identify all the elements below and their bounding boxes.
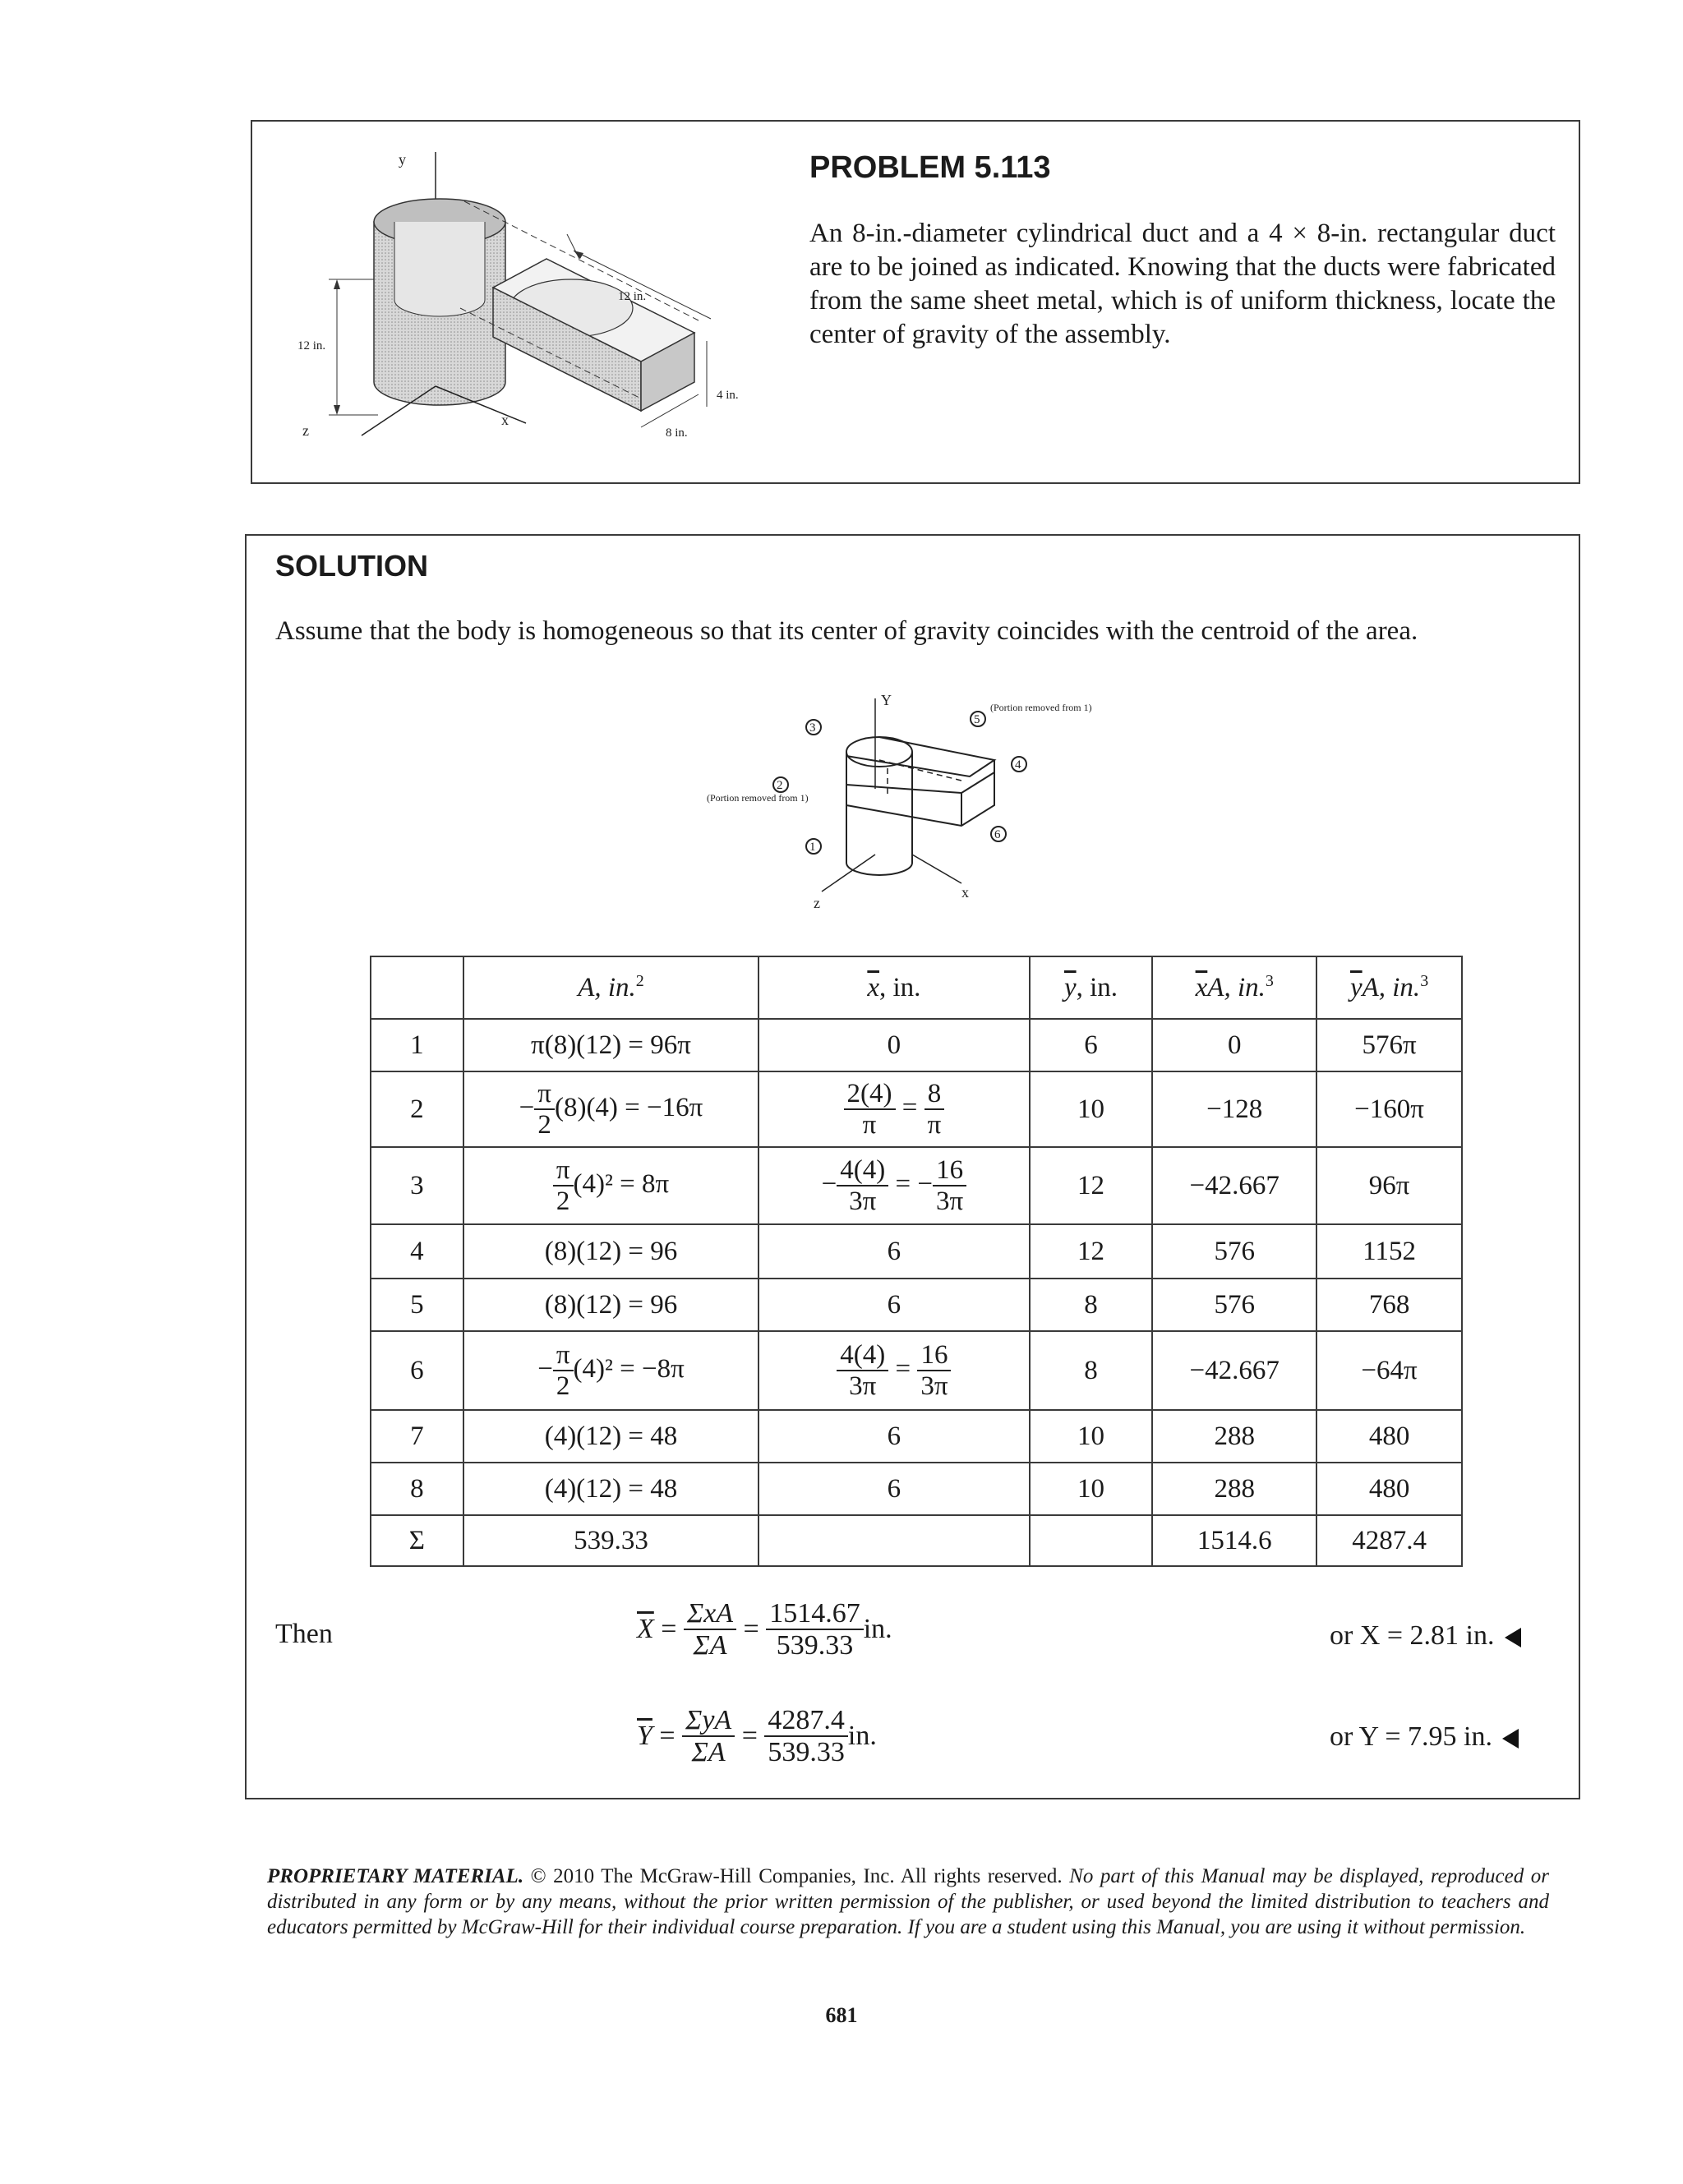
- table-row: 5 (8)(12) = 96 6 8 576 768: [371, 1279, 1462, 1331]
- y-bar-equation: $\overline{Y}$ = $\frac{\text{ΣyA}}{\Sigma A}$ = $\frac{4287.4}{539.33}$ in.: [637, 1705, 877, 1768]
- fig-height-label: 12 in.: [297, 339, 326, 352]
- problem-title: PROBLEM 5.113: [809, 150, 1051, 185]
- table-row: 3 $\frac{\pi}{2}$ (4)² = 8π − $\frac{4(4)}{3\pi}$ = − $\frac{16}{3\pi}$ 12 −42.667 96π: [371, 1147, 1462, 1224]
- table-row: 2 − $\frac{\pi}{2}$ (8)(4) = −16π $\frac{2(4)}{\pi}$ = $\frac{8}{\pi}$ 10 −128 −160π: [371, 1071, 1462, 1147]
- header-ya: $\overline{y}A$, in.$^3$: [1316, 956, 1462, 1019]
- x-bar-answer: or X = 2.81 in.: [1330, 1620, 1521, 1652]
- fig-x-label: x: [501, 412, 509, 428]
- table-row: 1 π(8)(12) = 96π 0 6 0 576π: [371, 1019, 1462, 1071]
- fig-y-label: y: [399, 151, 406, 168]
- table-row: 8 (4)(12) = 48 6 10 288 480: [371, 1463, 1462, 1515]
- header-ybar: $\overline{y}$, in.: [1030, 956, 1153, 1019]
- then-label: Then: [275, 1619, 333, 1649]
- table-row: 7 (4)(12) = 48 6 10 288 480: [371, 1410, 1462, 1463]
- fig-length-label: 12 in.: [618, 290, 647, 303]
- sol-fig-n1: 1: [809, 841, 816, 854]
- header-xbar: $\overline{x}$, in.: [759, 956, 1029, 1019]
- sol-fig-note-left: (Portion removed from 1): [707, 792, 809, 804]
- y-bar-answer: or Y = 7.95 in.: [1330, 1721, 1519, 1753]
- answer-marker-icon: [1505, 1628, 1521, 1647]
- page-number: 681: [825, 2003, 858, 2027]
- solution-title: SOLUTION: [275, 549, 428, 583]
- fig-4in-label: 4 in.: [717, 389, 739, 402]
- sol-fig-n6: 6: [994, 828, 1001, 841]
- fig-z-label: z: [302, 422, 309, 439]
- sol-fig-x: x: [961, 884, 969, 901]
- header-area: A, in.$^2$: [463, 956, 759, 1019]
- sol-fig-y: Y: [881, 692, 892, 708]
- table-row: 4 (8)(12) = 96 6 12 576 1152: [371, 1224, 1462, 1279]
- header-xa: $\overline{x}A$, in.$^3$: [1152, 956, 1316, 1019]
- header-blank: [371, 956, 463, 1019]
- table-sum-row: Σ 539.33 1514.6 4287.4: [371, 1515, 1462, 1566]
- centroid-table: [370, 956, 1463, 1567]
- answer-marker-icon: [1502, 1729, 1519, 1749]
- x-bar-equation: $\overline{X}$ = $\frac{\text{ΣxA}}{\Sigma A}$ = $\frac{1514.67}{539.33}$ in.: [637, 1598, 892, 1661]
- table-header-row: [371, 956, 1462, 1019]
- sol-fig-n5: 5: [974, 713, 980, 726]
- solution-figure: [699, 690, 1159, 912]
- problem-figure: [296, 144, 772, 472]
- sol-fig-n3: 3: [809, 721, 816, 735]
- sol-fig-n4: 4: [1015, 758, 1021, 772]
- problem-text: An 8-in.-diameter cylindrical duct and a 4 × 8-in. rectangular duct are to be joined as indicated. Knowing that the ducts were fabricated from the same sheet metal, which is of uniform thickness, locate the center of gravity of the assembly.: [809, 219, 1556, 349]
- sol-fig-note-right: (Portion removed from 1): [990, 702, 1092, 713]
- sol-fig-z: z: [814, 895, 820, 911]
- fig-8in-label: 8 in.: [666, 426, 688, 440]
- table-row: 6 − $\frac{\pi}{2}$ (4)² = −8π $\frac{4(4)}{3\pi}$ = $\frac{16}{3\pi}$ 8 −42.667 −64π: [371, 1331, 1462, 1410]
- sol-fig-n2: 2: [777, 779, 783, 792]
- copyright-notice: PROPRIETARY MATERIAL. © 2010 The McGraw-Hill Companies, Inc. All rights reserved. No part of this Manual may be displayed, reproduced or distributed in any form or by any means, without the prior written permission of the publisher, or used beyond the limited distribution to teachers and educators permitted by McGraw-Hill for their individual course preparation. If you are a student using this Manual, you are using it without permission.: [267, 1865, 1549, 1938]
- solution-intro: Assume that the body is homogeneous so that its center of gravity coincides with the centroid of the area.: [275, 616, 1418, 646]
